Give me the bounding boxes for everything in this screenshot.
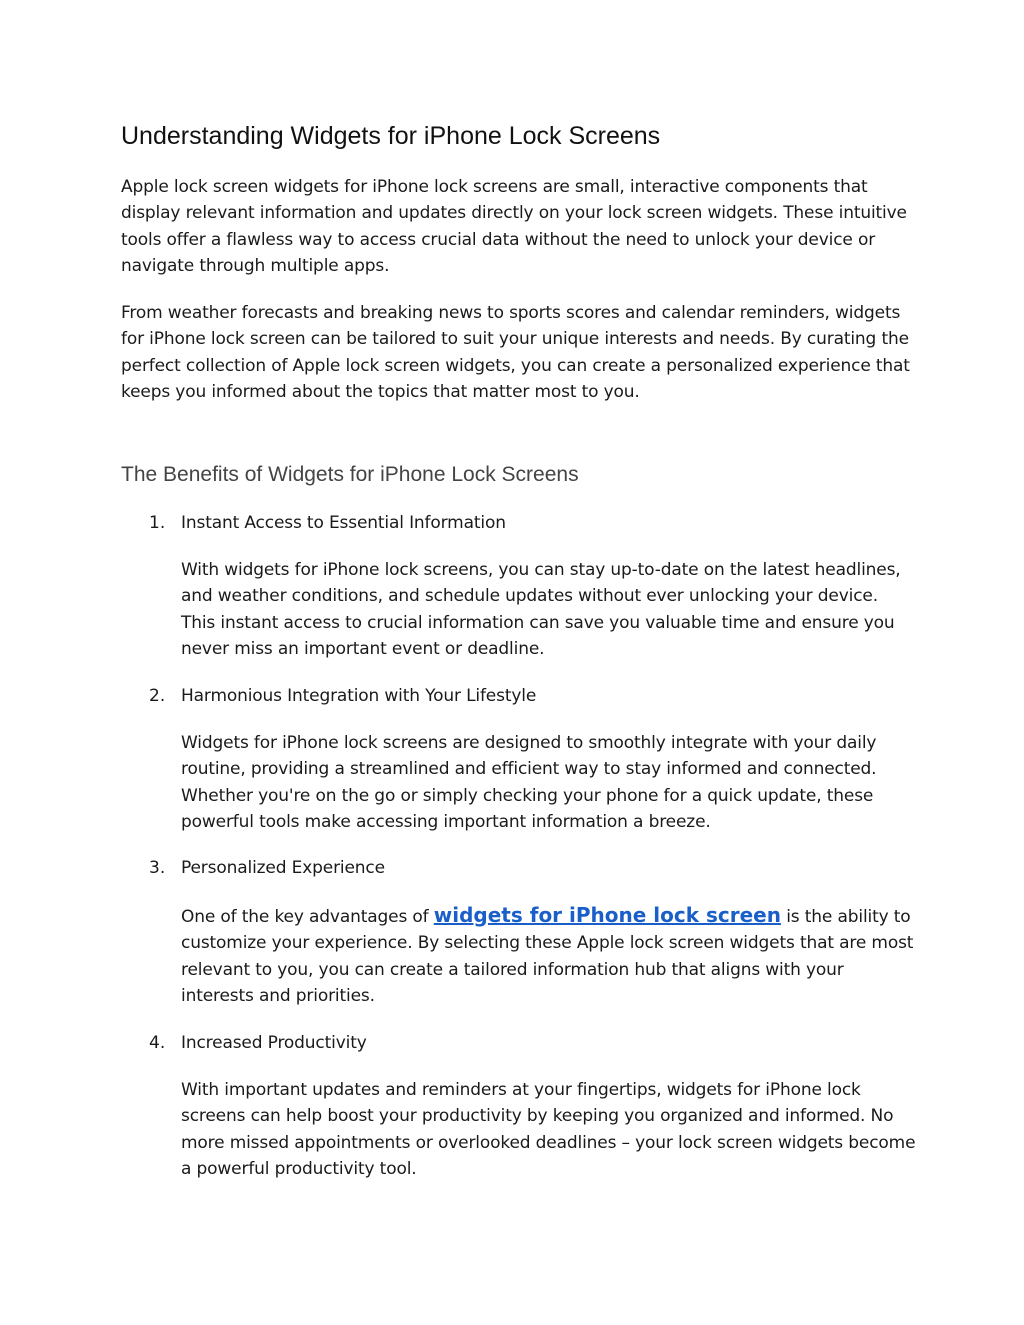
list-item-body: With important updates and reminders at your fingertips, widgets for iPhone lock screens can help boost your productivity by keeping you organized and informed. No more missed appointments or overlooked deadlines – your lock screen widgets become a powerful productivity tool. <box>181 1080 916 1180</box>
list-item-body <box>181 902 916 1010</box>
list-item-body: Widgets for iPhone lock screens are designed to smoothly integrate with your daily routine, providing a streamlined and efficient way to stay informed and connected. Whether you're on the go or simply checking your phone for a quick update, these powerful tools make accessing important information a breeze. <box>181 733 877 833</box>
list-number: 2. <box>149 686 166 706</box>
list-item-body: With widgets for iPhone lock screens, you can stay up-to-date on the latest headlines, and weather conditions, and schedule updates without ever unlocking your device. This instant access to crucial information can save you valuable time and ensure you never miss an important event or deadline. <box>181 560 901 660</box>
body-text-before-link: One of the key advantages of <box>181 907 434 927</box>
list-item-title: Harmonious Integration with Your Lifestyle <box>181 686 537 706</box>
intro-paragraph-2: From weather forecasts and breaking news to sports scores and calendar reminders, widgets for iPhone lock screen can be tailored to suit your unique interests and needs. By curating the perfect collection of Apple lock screen widgets, you can create a personalized experience that keeps you informed about the topics that matter most to you. <box>121 303 910 403</box>
list-item-title: Instant Access to Essential Information <box>181 513 506 533</box>
list-item-title: Personalized Experience <box>181 858 385 878</box>
list-number: 4. <box>149 1033 166 1053</box>
body-text-after-link: is the ability to customize your experience. By selecting these Apple lock screen widgets that are most relevant to you, you can create a tailored information hub that aligns with your interests and priorities. <box>181 907 914 1007</box>
intro-paragraph-1: Apple lock screen widgets for iPhone lock screens are small, interactive components that display relevant information and updates directly on your lock screen widgets. These intuitive tools offer a flawless way to access crucial data without the need to unlock your device or navigate through multiple apps. <box>121 177 907 277</box>
list-item-title: Increased Productivity <box>181 1033 367 1053</box>
list-number: 3. <box>149 858 166 878</box>
section-subtitle: The Benefits of Widgets for iPhone Lock Screens <box>121 463 579 486</box>
page-title: Understanding Widgets for iPhone Lock Screens <box>121 122 661 150</box>
list-number: 1. <box>149 513 166 533</box>
widgets-link[interactable]: widgets for iPhone lock screen <box>433 903 781 927</box>
